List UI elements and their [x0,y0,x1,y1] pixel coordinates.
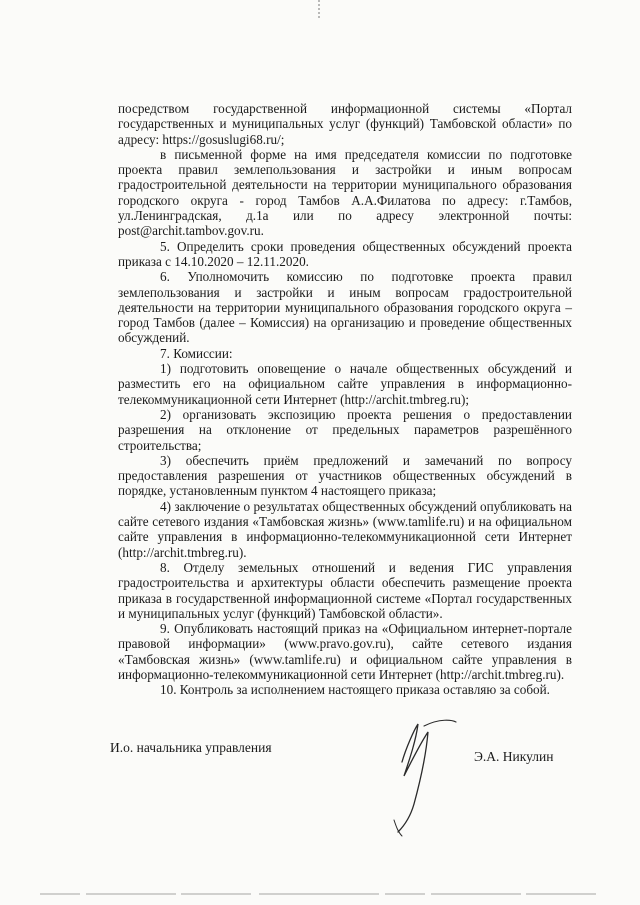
document-body [118,101,572,698]
paragraph-subitem-1: 1) подготовить оповещение о начале общественных обсуждений и разместить его на официальном сайте управления в информационно-телекоммуникационной сети Интернет (http://archit.tmbreg.ru); [118,361,572,407]
paragraph-item-5: 5. Определить сроки проведения общественных обсуждений проекта приказа с 14.10.2020 – 12.11.2020. [118,238,572,269]
paragraph-subitem-4: 4) заключение о результатах общественных обсуждений опубликовать на сайте сетевого издания «Тамбовская жизнь» (www.tamlife.ru) и на официальном сайте управления в информационно-телекоммуникационной сети Интернет (http://archit.tmbreg.ru). [118,498,572,560]
paragraph-item-10: 10. Контроль за исполнением настоящего приказа оставляю за собой. [160,682,550,698]
signatory-position: И.о. начальника управления [110,740,272,755]
signatory-name: Э.А. Никулин [474,749,554,764]
page-edge-mark [317,0,321,18]
paragraph-subitem-3: 3) обеспечить приём предложений и замечаний по вопросу предоставления разрешения от участников общественных обсуждений в порядке, установленным пунктом 4 настоящего приказа; [118,452,572,499]
handwritten-signature [380,700,460,840]
paragraph-portal-address: посредством государственной информационной системы «Портал государственных и муниципальных услуг (функций) Тамбовской области» по адресу: https://gosuslugi68.ru/; [118,101,572,147]
scan-bottom-line [40,888,600,898]
paragraph-item-6: 6. Уполномочить комиссию по подготовке проекта правил землепользования и застройки и иным вопросам градостроительной деятельности на территории муниципального образования городского округа – город Тамбов (далее – Комиссия) на организацию и проведение общественных обсуждений. [118,269,572,346]
paragraph-item-8: 8. Отделу земельных отношений и ведения ГИС управления градостроительства и архитектуры области обеспечить размещение проекта приказа в государственной информационной системе «Портал государственных и муниципальных услуг (функций) Тамбовской области». [118,559,572,621]
paragraph-subitem-2: 2) организовать экспозицию проекта решения о предоставлении разрешения на отклонение от предельных параметров разрешённого строительства; [118,406,572,453]
paragraph-item-7: 7. Комиссии: [160,345,233,361]
paragraph-written-form: в письменной форме на имя председателя комиссии по подготовке проекта правил землепользования и застройки и иным вопросам градостроительной деятельности на территории муниципального образования городского округа - город Тамбов А.А.Филатова по адресу: г.Тамбов, ул.Ленинградская, д.1а или по адресу электронной почты: post@archit.tambov.gov.ru. [118,146,572,239]
paragraph-item-9: 9. Опубликовать настоящий приказ на «Официальном интернет-портале правовой информации» (www.pravo.gov.ru), сайте сетевого издания «Тамбовская жизнь» (www.tamlife.ru) и официальном сайте управления в информационно-телекоммуникационной сети Интернет (http://archit.tmbreg.ru). [118,621,572,682]
